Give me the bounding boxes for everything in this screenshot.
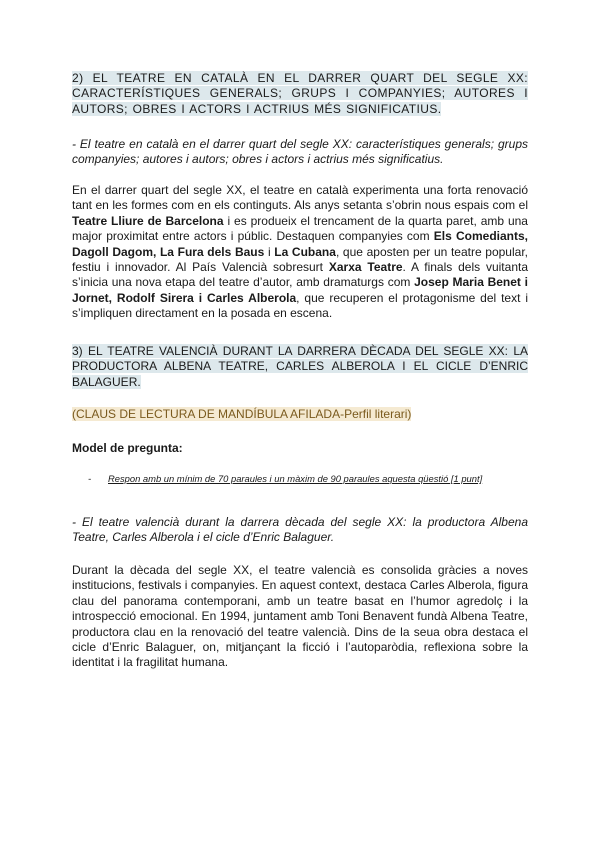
bullet-dash: - [88,473,92,484]
paragraph-text: En el darrer quart del segle XX, el teatre en català experimenta una forta renovació tant en les formes com en els continguts. Als anys setanta s’obrin nous espais com el [72,183,528,213]
section-2-paragraph [72,183,528,322]
section-3-heading [72,344,528,390]
paragraph-text: , que recuperen el protagonisme del text i s’impliquen directament en la posada en escena. [72,290,528,321]
question-instruction: Respon amb un mínim de 70 paraules i un màxim de 90 paraules aquesta qüestió [1 punt] [108,473,483,484]
section-2-heading [72,71,528,117]
paragraph-text: i [264,244,275,259]
section-3-paragraph: Durant la dècada del segle XX, el teatre valencià es consolida gràcies a noves institucions, festivals i companyies. En aquest context, destaca Carles Alberola, figura clau del panorama contemporani, amb un teatre basat en l’humor agredolç i la introspecció emocional. En 1994, juntament amb Toni Benavent fundà Albena Teatre, productora clau en la renovació del teatre valencià. Dins de la seua obra destaca el cicle d’Enric Balaguer, on, mitjançant la ficció i l’autoparòdia, reflexiona sobre la identitat i la fragilitat humana. [72,563,528,670]
paragraph-text: , que aposten per un teatre popular, festiu i innovador. Al País Valencià sobresurt [72,244,528,275]
claus-lectura [72,407,528,422]
claus-lectura-text: (CLAUS DE LECTURA DE MANDÍBULA AFILADA-Perfil literari) [72,407,412,421]
section-3-prompt: - El teatre valencià durant la darrera dècada del segle XX: la productora Albena Teatre, Carles Alberola i el cicle d’Enric Balaguer. [72,515,528,545]
paragraph-text: i es produeix el trencament de la quarta paret, amb una major proximitat entre actors i públic. Destaquen companyies com [72,213,528,244]
theatre-name: Teatre Lliure de Barcelona [72,213,224,228]
section-3-heading-text: 3) EL TEATRE VALENCIÀ DURANT LA DARRERA DÈCADA DEL SEGLE XX: LA PRODUCTORA ALBENA TEATRE, CARLES ALBEROLA I EL CICLE D’ENRIC BALAGUER. [72,344,528,389]
paragraph-text: . A finals dels vuitanta s’inicia una nova etapa del teatre d’autor, amb dramaturgs com [72,260,528,290]
author-names: Josep Maria Benet i Jornet, Rodolf Sirera i Carles Alberola [72,275,528,305]
company-names: Els Comediants, Dagoll Dagom, La Fura dels Baus [72,229,529,259]
section-2-heading-text: 2) EL TEATRE EN CATALÀ EN EL DARRER QUART DEL SEGLE XX: CARACTERÍSTIQUES GENERALS; GRUPS I COMPANYIES; AUTORES I AUTORS; OBRES I ACTORS I ACTRIUS MÉS SIGNIFICATIUS. [72,71,528,116]
company-name: Xarxa Teatre [328,260,403,275]
model-label: Model de pregunta: [72,441,183,455]
company-name: La Cubana [274,244,336,259]
section-2-prompt: - El teatre en català en el darrer quart del segle XX: característiques generals; grups companyies; autores i autors; obres i actors i actrius més significatius. [72,137,528,167]
